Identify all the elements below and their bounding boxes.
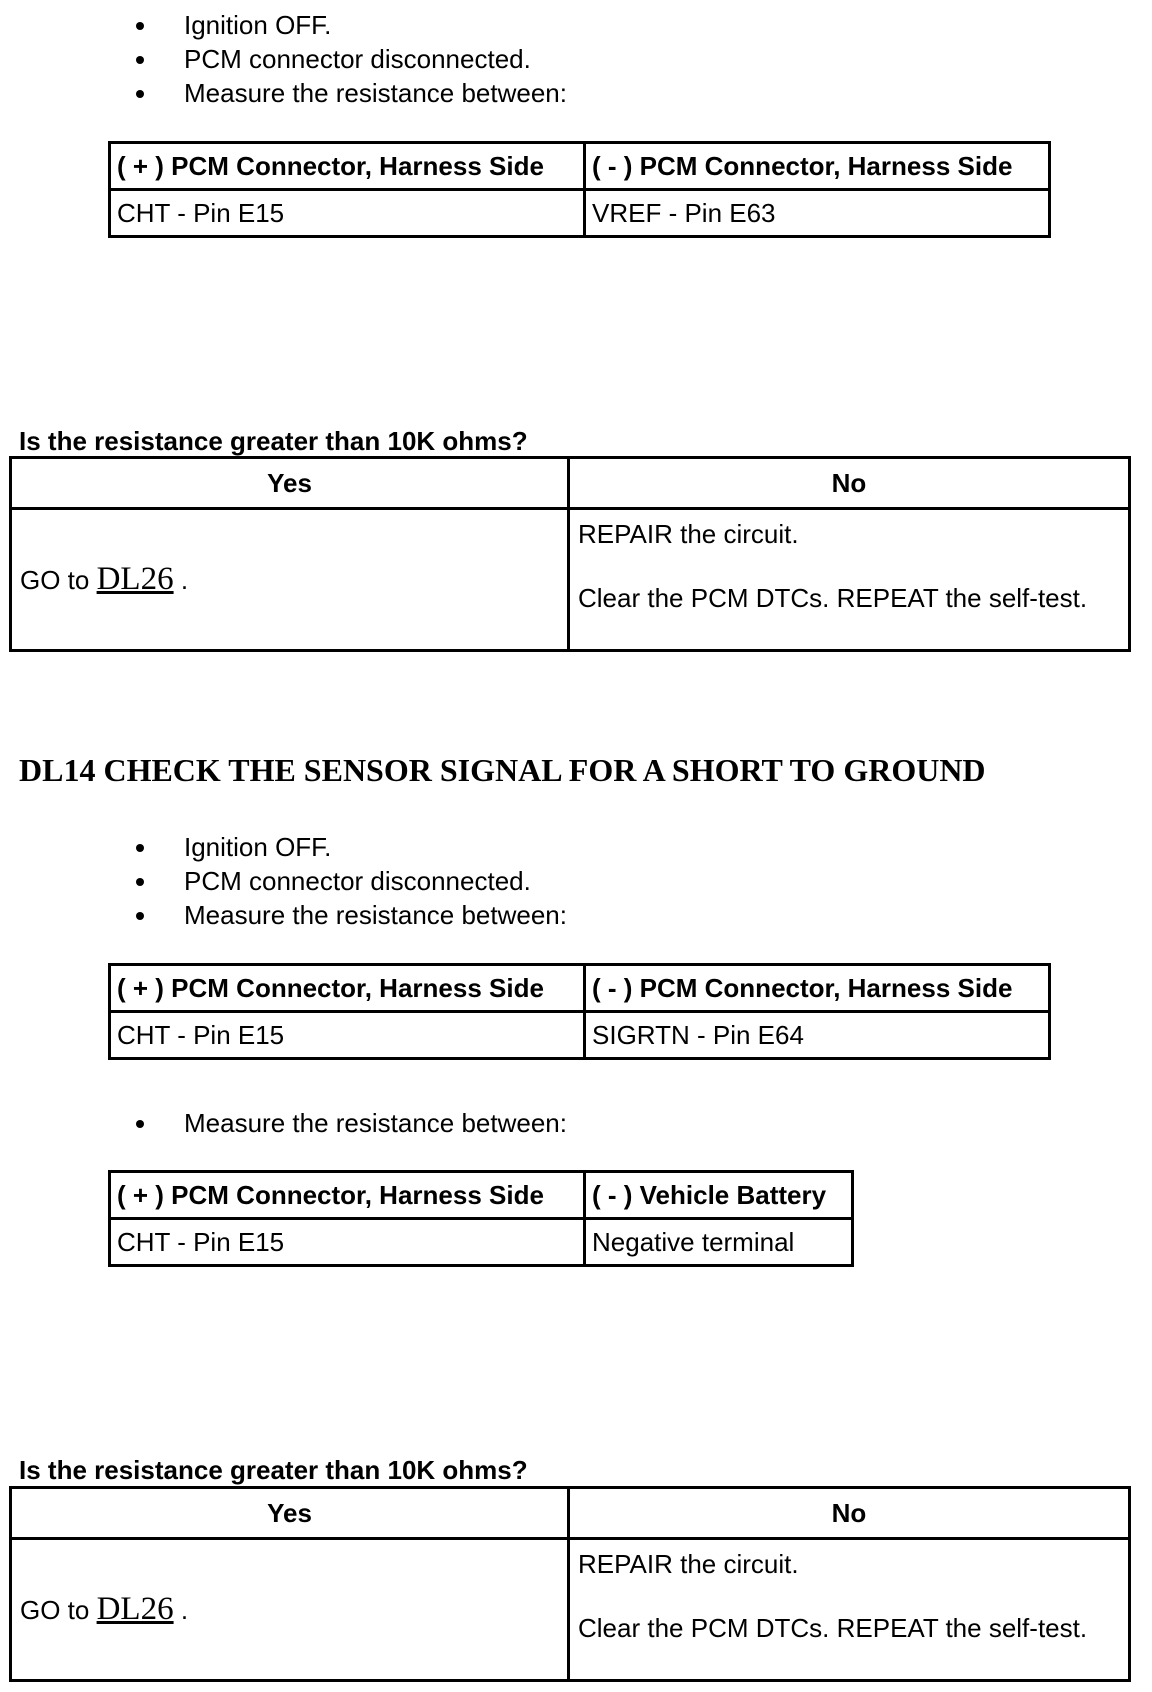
pin-table-header: ( + ) PCM Connector, Harness Side: [110, 143, 585, 190]
section-heading: DL14 CHECK THE SENSOR SIGNAL FOR A SHORT TO GROUND: [19, 752, 986, 788]
step-list-2: [0, 830, 567, 932]
pin-table-3: [108, 1170, 854, 1267]
yes-suffix: .: [180, 565, 189, 595]
question-1: Is the resistance greater than 10K ohms?: [19, 426, 528, 456]
yes-header: Yes: [11, 458, 569, 509]
pin-table-2: [108, 963, 1051, 1060]
pin-table-header: ( - ) PCM Connector, Harness Side: [585, 965, 1050, 1012]
yes-prefix: GO to: [20, 565, 90, 595]
step-list-3: [0, 1106, 567, 1140]
no-cell: [569, 1539, 1130, 1681]
no-cell: [569, 509, 1130, 651]
no-line-2: Clear the PCM DTCs. REPEAT the self-test.: [578, 1613, 1088, 1643]
pin-table-cell: SIGRTN - Pin E64: [585, 1012, 1050, 1059]
pin-table-header: ( - ) PCM Connector, Harness Side: [585, 143, 1050, 190]
pin-table-cell: CHT - Pin E15: [110, 1219, 585, 1266]
no-line-2: Clear the PCM DTCs. REPEAT the self-test.: [578, 583, 1088, 613]
step-item: Ignition OFF.: [0, 8, 567, 42]
yes-cell: [11, 1539, 569, 1681]
step-item: Measure the resistance between:: [0, 1106, 567, 1140]
pin-table-cell: CHT - Pin E15: [110, 1012, 585, 1059]
yes-prefix: GO to: [20, 1595, 90, 1625]
step-item: Measure the resistance between:: [0, 76, 567, 110]
no-header: No: [569, 1488, 1130, 1539]
yes-cell: [11, 509, 569, 651]
step-list-1: [0, 8, 567, 110]
pin-table-header: ( - ) Vehicle Battery: [585, 1172, 853, 1219]
yes-header: Yes: [11, 1488, 569, 1539]
step-item: PCM connector disconnected.: [0, 864, 567, 898]
no-line-1: REPAIR the circuit.: [578, 1549, 799, 1579]
no-line-1: REPAIR the circuit.: [578, 519, 799, 549]
answer-table-2: [9, 1486, 1131, 1682]
step-item: Ignition OFF.: [0, 830, 567, 864]
pin-table-header: ( + ) PCM Connector, Harness Side: [110, 1172, 585, 1219]
yes-suffix: .: [180, 1595, 189, 1625]
pin-table-header: ( + ) PCM Connector, Harness Side: [110, 965, 585, 1012]
pin-table-cell: VREF - Pin E63: [585, 190, 1050, 237]
dl26-link[interactable]: DL26: [96, 561, 174, 597]
pin-table-1: [108, 141, 1051, 238]
no-header: No: [569, 458, 1130, 509]
dl26-link[interactable]: DL26: [96, 1591, 174, 1627]
answer-table-1: [9, 456, 1131, 652]
step-item: PCM connector disconnected.: [0, 42, 567, 76]
pin-table-cell: CHT - Pin E15: [110, 190, 585, 237]
step-item: Measure the resistance between:: [0, 898, 567, 932]
pin-table-cell: Negative terminal: [585, 1219, 853, 1266]
question-2: Is the resistance greater than 10K ohms?: [19, 1455, 528, 1485]
